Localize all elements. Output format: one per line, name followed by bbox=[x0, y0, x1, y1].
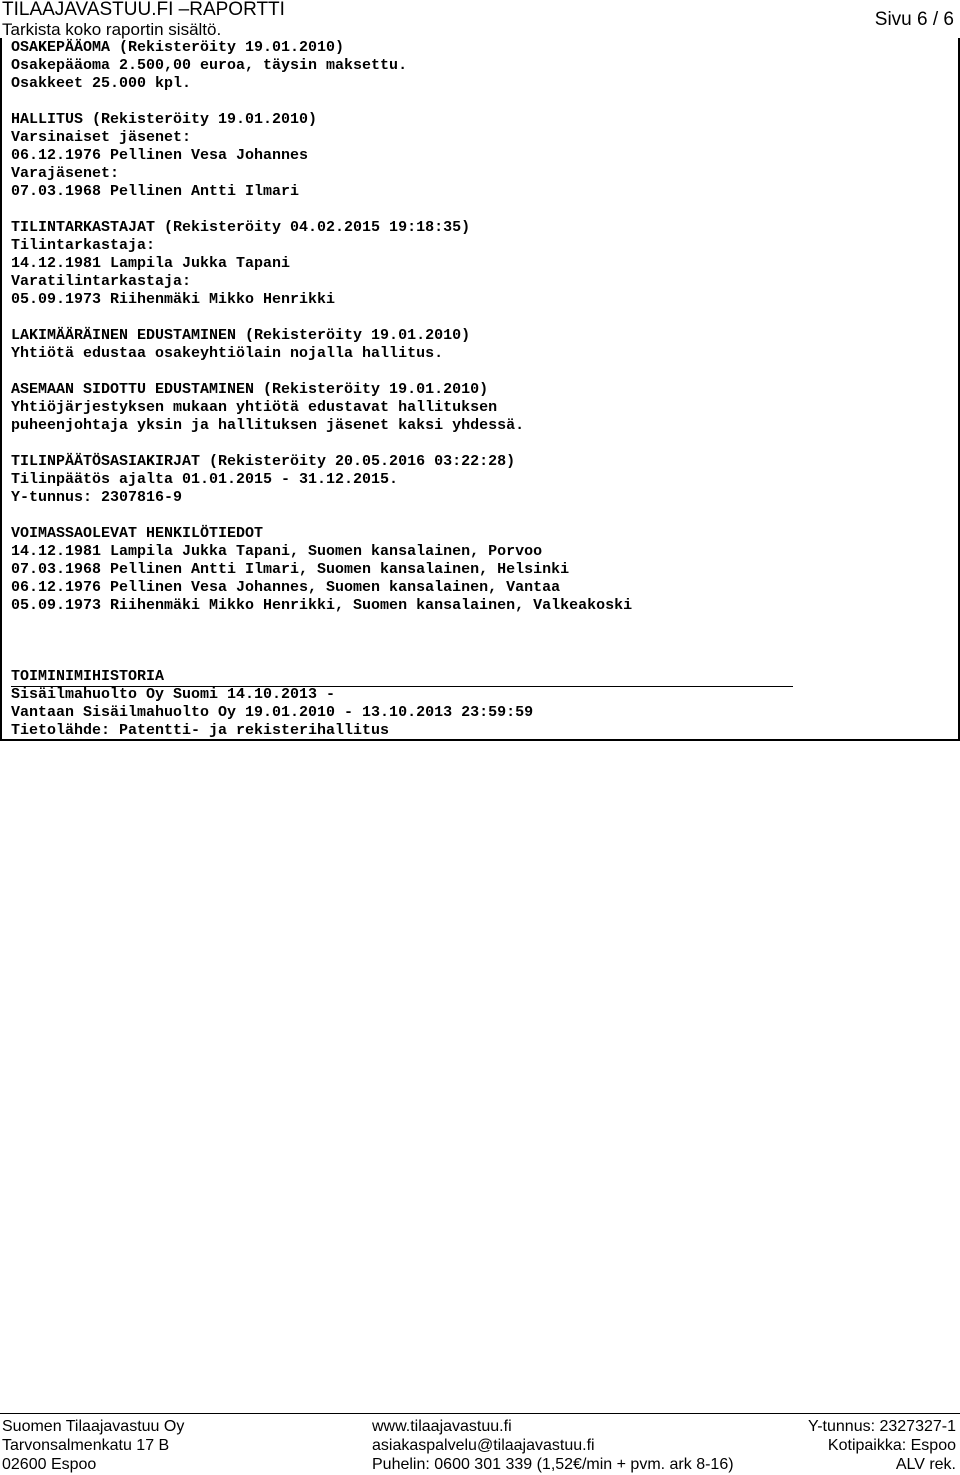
report-header bbox=[2, 0, 285, 39]
report-line: Osakepääoma 2.500,00 euroa, täysin maksettu. bbox=[11, 57, 408, 74]
report-line: Tilinpäätös ajalta 01.01.2015 - 31.12.2015. bbox=[11, 471, 399, 488]
footer-postal: 02600 Espoo bbox=[2, 1456, 97, 1473]
data-source: Tietolähde: Patentti- ja rekisterihallitus bbox=[11, 722, 390, 739]
footer-street: Tarvonsalmenkatu 17 B bbox=[2, 1437, 170, 1454]
page-number: Sivu 6 / 6 bbox=[874, 9, 954, 30]
history-line: Sisäilmahuolto Oy Suomi 14.10.2013 - bbox=[11, 686, 336, 703]
report-line: Varajäsenet: bbox=[11, 165, 120, 182]
report-line: 05.09.1973 Riihenmäki Mikko Henrikki, Suomen kansalainen, Valkeakoski bbox=[11, 597, 633, 614]
footer-phone: Puhelin: 0600 301 339 (1,52€/min + pvm. ark 8-16) bbox=[372, 1456, 734, 1473]
report-line: ASEMAAN SIDOTTU EDUSTAMINEN (Rekisteröity 19.01.2010) bbox=[11, 381, 489, 398]
report-line: LAKIMÄÄRÄINEN EDUSTAMINEN (Rekisteröity 19.01.2010) bbox=[11, 327, 471, 344]
report-line: Varatilintarkastaja: bbox=[11, 273, 192, 290]
report-title: TILAAJAVASTUU.FI –RAPORTTI bbox=[2, 0, 285, 20]
report-content-box bbox=[0, 38, 960, 741]
report-line: Yhtiöjärjestyksen mukaan yhtiötä edustavat hallituksen bbox=[11, 399, 498, 416]
report-line: 07.03.1968 Pellinen Antti Ilmari, Suomen kansalainen, Helsinki bbox=[11, 561, 570, 578]
report-line: 07.03.1968 Pellinen Antti Ilmari bbox=[11, 183, 300, 200]
report-line: Yhtiötä edustaa osakeyhtiölain nojalla hallitus. bbox=[11, 345, 444, 362]
footer-email-link[interactable]: asiakaspalvelu@tilaajavastuu.fi bbox=[372, 1437, 595, 1454]
report-line: puheenjohtaja yksin ja hallituksen jäsenet kaksi yhdessä. bbox=[11, 417, 525, 434]
report-line: VOIMASSAOLEVAT HENKILÖTIEDOT bbox=[11, 525, 264, 542]
report-line: TILINPÄÄTÖSASIAKIRJAT (Rekisteröity 20.05.2016 03:22:28) bbox=[11, 453, 516, 470]
footer-website-link[interactable]: www.tilaajavastuu.fi bbox=[372, 1418, 512, 1435]
footer-business-id: Y-tunnus: 2327327-1 bbox=[808, 1418, 956, 1435]
report-line: Varsinaiset jäsenet: bbox=[11, 129, 192, 146]
check-full-report-link[interactable]: Tarkista koko raportin sisältö. bbox=[2, 20, 222, 39]
history-line: Vantaan Sisäilmahuolto Oy 19.01.2010 - 13.10.2013 23:59:59 bbox=[11, 704, 534, 721]
report-line: 06.12.1976 Pellinen Vesa Johannes, Suomen kansalainen, Vantaa bbox=[11, 579, 561, 596]
history-heading: TOIMINIMIHISTORIA bbox=[11, 668, 165, 685]
report-line: Tilintarkastaja: bbox=[11, 237, 156, 254]
report-line: HALLITUS (Rekisteröity 19.01.2010) bbox=[11, 111, 318, 128]
report-line: 14.12.1981 Lampila Jukka Tapani, Suomen kansalainen, Porvoo bbox=[11, 543, 543, 560]
report-line: TILINTARKASTAJAT (Rekisteröity 04.02.2015 19:18:35) bbox=[11, 219, 471, 236]
report-line: Y-tunnus: 2307816-9 bbox=[11, 489, 183, 506]
report-line: 06.12.1976 Pellinen Vesa Johannes bbox=[11, 147, 309, 164]
report-line: OSAKEPÄÄOMA (Rekisteröity 19.01.2010) bbox=[11, 39, 345, 56]
footer-company: Suomen Tilaajavastuu Oy bbox=[2, 1418, 185, 1435]
footer-domicile: Kotipaikka: Espoo bbox=[827, 1437, 956, 1454]
footer-vat: ALV rek. bbox=[895, 1456, 956, 1473]
report-line: 14.12.1981 Lampila Jukka Tapani bbox=[11, 255, 291, 272]
footer-divider bbox=[0, 1413, 960, 1414]
report-line: 05.09.1973 Riihenmäki Mikko Henrikki bbox=[11, 291, 336, 308]
report-line: Osakkeet 25.000 kpl. bbox=[11, 75, 192, 92]
